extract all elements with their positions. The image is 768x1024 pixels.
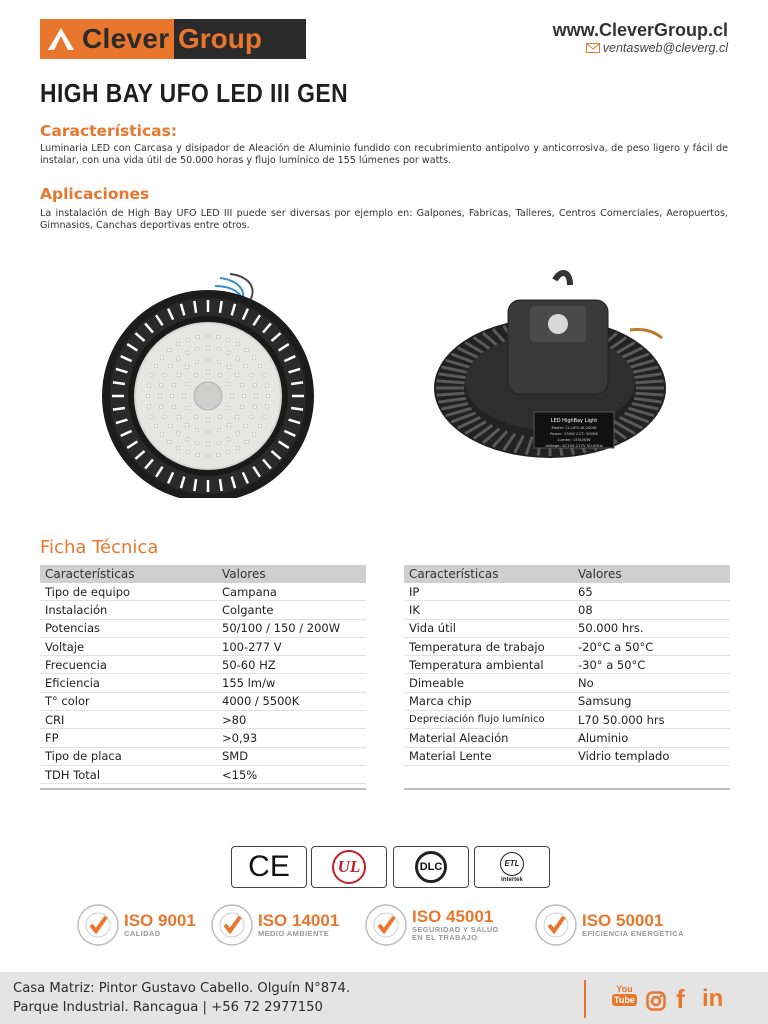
- led-chip: [228, 424, 231, 427]
- iso-50001-badge: [534, 902, 684, 948]
- etl-mark: ETL: [504, 859, 520, 868]
- led-chip: [227, 406, 230, 409]
- cell-valor: >0,93: [222, 731, 258, 746]
- led-chip: [250, 374, 253, 377]
- intertek-mark: Intertek: [501, 876, 523, 883]
- cell-caracteristica: Tipo de placa: [45, 749, 122, 764]
- iso-9001-badge: [76, 902, 196, 948]
- table-row: [404, 620, 730, 638]
- led-chip: [206, 454, 209, 457]
- email-link[interactable]: [586, 41, 728, 55]
- logo-triangle-icon: [46, 26, 76, 52]
- led-chip: [206, 442, 209, 445]
- cell-valor: Vidrio templado: [578, 749, 670, 764]
- label-line-3: Power: 150W CCT: 5000K: [550, 431, 598, 436]
- dlc-mark: DLC: [419, 861, 443, 873]
- led-chip: [245, 440, 248, 443]
- ul-mark: UL: [337, 857, 361, 876]
- table-row: [40, 620, 366, 638]
- led-chip: [253, 384, 256, 387]
- led-chip: [194, 415, 197, 418]
- led-chip: [227, 451, 230, 454]
- led-chip: [217, 453, 220, 456]
- iso-subtitle: SEGURIDAD Y SALUD: [412, 925, 499, 934]
- led-chip: [160, 433, 163, 436]
- led-chip: [176, 357, 179, 360]
- youtube-top-text: You: [616, 984, 633, 994]
- iso-45001-badge: [364, 902, 499, 948]
- led-chip: [186, 338, 189, 341]
- led-chip: [236, 373, 239, 376]
- logo-word-group: Group: [178, 23, 262, 54]
- led-chip: [177, 373, 180, 376]
- led-chip: [196, 348, 199, 351]
- label-line-1: LED HighBay Light: [550, 418, 598, 424]
- check-seal-icon: [210, 903, 254, 947]
- led-chip: [263, 415, 266, 418]
- table-row: [404, 583, 730, 601]
- led-chip: [160, 356, 163, 359]
- table-row: [404, 638, 730, 656]
- ul-logo: [311, 846, 387, 888]
- label-line-4: Lumen: 155LM/W: [557, 437, 591, 442]
- cell-caracteristica: Frecuencia: [45, 657, 107, 672]
- led-chip: [163, 374, 166, 377]
- table-row: [404, 748, 730, 766]
- youtube-icon[interactable]: [612, 984, 637, 1006]
- check-seal-icon: [534, 903, 578, 947]
- linkedin-icon[interactable]: in: [702, 985, 724, 1012]
- cell-valor: -30° a 50°C: [578, 657, 646, 672]
- cell-valor: >80: [222, 712, 247, 727]
- led-chip: [242, 394, 245, 397]
- instagram-icon[interactable]: [646, 991, 666, 1011]
- cell-valor: 155 lm/w: [222, 676, 276, 691]
- led-chip: [228, 365, 231, 368]
- heatsink-fin: [437, 393, 465, 395]
- led-chip: [218, 415, 221, 418]
- led-chip: [266, 394, 269, 397]
- vent-slot: [194, 479, 196, 491]
- header-valores: Valores: [222, 567, 266, 581]
- led-chip: [186, 438, 189, 441]
- cell-caracteristica: IP: [409, 584, 420, 599]
- table-header: [404, 565, 730, 583]
- led-chip: [146, 394, 149, 397]
- cell-caracteristica: FP: [45, 731, 59, 746]
- ce-mark: CE: [248, 850, 290, 883]
- led-chip: [252, 433, 255, 436]
- cell-caracteristica: T° color: [45, 694, 90, 709]
- table-row: [40, 638, 366, 656]
- logo-left-block: [40, 19, 174, 59]
- vent-slot: [194, 301, 196, 313]
- ce-logo: [231, 846, 307, 888]
- iso-subtitle: MEDIO AMBIENTE: [258, 929, 330, 938]
- logo-word-clever: Clever: [82, 23, 170, 54]
- led-chip: [170, 394, 173, 397]
- email-text: ventasweb@cleverg.cl: [602, 41, 728, 55]
- vent-slot: [291, 408, 303, 410]
- cell-caracteristica: Potencias: [45, 621, 100, 636]
- header-valores: Valores: [578, 567, 622, 581]
- mail-icon: [586, 43, 600, 53]
- cell-valor: 100-277 V: [222, 639, 282, 654]
- iso-number: ISO 50001: [582, 911, 664, 930]
- vent-slot: [113, 382, 125, 384]
- cell-valor: <15%: [222, 767, 258, 782]
- check-seal-icon: [76, 903, 120, 947]
- led-chip: [236, 432, 239, 435]
- led-chip: [254, 394, 257, 397]
- logo-right-block: [174, 19, 306, 59]
- led-chip: [217, 441, 220, 444]
- led-chip: [160, 405, 163, 408]
- led-chip: [169, 364, 172, 367]
- led-chip: [263, 374, 266, 377]
- led-chip: [227, 438, 230, 441]
- table-row: [40, 711, 366, 729]
- led-chip: [258, 364, 261, 367]
- led-chip: [244, 364, 247, 367]
- table-end-line: [40, 788, 366, 790]
- website-link[interactable]: www.CleverGroup.cl: [552, 20, 728, 40]
- header-caracteristicas: Características: [409, 567, 499, 581]
- cell-valor: 50-60 HZ: [222, 657, 276, 672]
- clever-group-logo: [40, 19, 306, 59]
- led-chip: [250, 415, 253, 418]
- led-chip: [245, 348, 248, 351]
- cell-caracteristica: Eficiencia: [45, 676, 100, 691]
- table-row: [404, 729, 730, 747]
- led-chip: [218, 374, 221, 377]
- cell-caracteristica: Instalación: [45, 602, 108, 617]
- led-chip: [195, 360, 198, 363]
- vent-slot: [220, 301, 222, 313]
- footer-address: [13, 979, 350, 1017]
- dlc-logo: [393, 846, 469, 888]
- led-chip: [206, 370, 209, 373]
- label-line-2: Model: CL-UFO-III-200W: [551, 425, 597, 430]
- led-chip: [265, 405, 268, 408]
- table-header: [40, 565, 366, 583]
- led-chip: [185, 365, 188, 368]
- led-chip: [258, 424, 261, 427]
- footer-address-line1: Casa Matriz: Pintor Gustavo Cabello. Olguín N°874.: [13, 981, 351, 996]
- led-chip: [158, 394, 161, 397]
- cell-valor: 08: [578, 602, 593, 617]
- table-end-line: [404, 788, 730, 790]
- cell-valor: Samsung: [578, 694, 632, 709]
- led-chip: [168, 348, 171, 351]
- led-chip: [172, 406, 175, 409]
- led-chip: [176, 342, 179, 345]
- table-row: [404, 656, 730, 674]
- cell-valor: 65: [578, 584, 593, 599]
- led-chip: [217, 348, 220, 351]
- led-chip: [182, 394, 185, 397]
- led-chip: [206, 346, 209, 349]
- led-chip: [230, 394, 233, 397]
- heatsink-fin: [636, 381, 664, 383]
- aplicaciones-heading: Aplicaciones: [40, 185, 150, 203]
- led-chip: [147, 405, 150, 408]
- youtube-bottom-text: Tube: [614, 995, 635, 1005]
- led-chip: [206, 334, 209, 337]
- table-row: [40, 674, 366, 692]
- aplicaciones-text: La instalación de High Bay UFO LED III puede ser diversas por ejemplo en: Galpones, Fabricas, Talleres, Centros Comerciales, Aeropuertos, Gimnasios, Canchas deportivas entre otros.: [40, 208, 728, 231]
- vent-slot: [220, 479, 222, 491]
- product-front-image: [100, 268, 320, 498]
- led-chip: [252, 356, 255, 359]
- led-chip: [253, 405, 256, 408]
- led-chip: [241, 383, 244, 386]
- led-chip: [186, 451, 189, 454]
- ul-circle: [332, 850, 366, 884]
- led-chip: [196, 335, 199, 338]
- label-line-5: Voltage: AC100-277V 50-60Hz: [545, 443, 603, 448]
- cell-caracteristica: Temperatura ambiental: [409, 657, 544, 672]
- led-chip: [185, 424, 188, 427]
- led-chip: [147, 384, 150, 387]
- led-chip: [168, 440, 171, 443]
- table-row: [40, 766, 366, 784]
- product-back-image: [430, 270, 670, 480]
- led-chip: [176, 446, 179, 449]
- cell-caracteristica: Material Aleación: [409, 731, 509, 746]
- cell-valor: SMD: [222, 749, 249, 764]
- cell-caracteristica: Voltaje: [45, 639, 85, 654]
- led-chip: [160, 384, 163, 387]
- led-chip: [227, 338, 230, 341]
- iso-subtitle: CALIDAD: [124, 929, 161, 938]
- led-chip: [236, 446, 239, 449]
- led-chip: [227, 351, 230, 354]
- cell-caracteristica: Marca chip: [409, 694, 472, 709]
- led-chip: [206, 418, 209, 421]
- led-chip: [236, 416, 239, 419]
- cell-valor: -20°C a 50°C: [578, 639, 654, 654]
- check-seal-icon: [364, 903, 408, 947]
- table-row: [404, 601, 730, 619]
- led-chip: [206, 430, 209, 433]
- cell-caracteristica: CRI: [45, 712, 65, 727]
- iso-14001-badge: [210, 902, 339, 948]
- cell-caracteristica: Temperatura de trabajo: [409, 639, 545, 654]
- table-row: [40, 656, 366, 674]
- cell-valor: No: [578, 676, 594, 691]
- iso-number: ISO 9001: [124, 911, 196, 930]
- cell-valor: 4000 / 5500K: [222, 694, 300, 709]
- cell-caracteristica: Vida útil: [409, 621, 456, 636]
- ficha-heading: Ficha Técnica: [40, 537, 159, 558]
- cell-valor: 50.000 hrs.: [578, 621, 644, 636]
- header-caracteristicas: Características: [45, 567, 135, 581]
- footer-address-line2: Parque Industrial. Rancagua | +56 72 2977150: [13, 1000, 323, 1015]
- table-row: [404, 693, 730, 711]
- vent-slot: [291, 382, 303, 384]
- cell-caracteristica: Tipo de equipo: [45, 584, 131, 599]
- led-chip: [194, 374, 197, 377]
- spec-table-left: [40, 565, 366, 790]
- table-row: [40, 601, 366, 619]
- led-chip: [150, 374, 153, 377]
- cell-caracteristica: Dimeable: [409, 676, 464, 691]
- cell-valor: L70 50.000 hrs: [578, 712, 665, 727]
- led-chip: [227, 382, 230, 385]
- cell-valor: 50/100 / 150 / 200W: [222, 621, 341, 636]
- heatsink-fin: [437, 381, 465, 383]
- led-chip: [236, 357, 239, 360]
- dlc-circle: [415, 851, 447, 883]
- led-chip: [218, 360, 221, 363]
- iso-subtitle-line2: EN EL TRABAJO: [412, 933, 478, 942]
- footer-divider: [584, 980, 586, 1018]
- facebook-icon[interactable]: f: [676, 984, 685, 1014]
- table-row: [40, 729, 366, 747]
- led-chip: [186, 351, 189, 354]
- cell-valor: Aluminio: [578, 731, 629, 746]
- page-title: HIGH BAY UFO LED III GEN: [40, 78, 349, 108]
- led-chip: [177, 416, 180, 419]
- led-chip: [196, 453, 199, 456]
- cell-valor: Colgante: [222, 602, 274, 617]
- led-chip: [150, 415, 153, 418]
- iso-number: ISO 14001: [258, 911, 340, 930]
- led-chip: [186, 382, 189, 385]
- led-chip: [154, 364, 157, 367]
- footer: [0, 972, 768, 1024]
- table-row: [40, 583, 366, 601]
- cell-caracteristica: Depreciación flujo lumínico: [409, 714, 545, 726]
- caracteristicas-text: Luminaria LED con Carcasa y disipador de Aleación de Aluminio fundido con recubrimiento antipolvo y anticorrosiva, de peso ligero y fácil de instalar, con una vida útil de 50.000 horas y flujo lumínico de 155 lúmenes por watts.: [40, 143, 728, 166]
- led-chip: [236, 342, 239, 345]
- cell-caracteristica: Material Lente: [409, 749, 492, 764]
- table-row: [404, 674, 730, 692]
- led-chip: [244, 424, 247, 427]
- caracteristicas-heading: Características:: [40, 122, 178, 140]
- led-chip: [172, 383, 175, 386]
- led-chip: [154, 424, 157, 427]
- led-chip: [163, 415, 166, 418]
- iso-number: ISO 45001: [412, 907, 494, 926]
- led-chip: [195, 429, 198, 432]
- cell-caracteristica: TDH Total: [45, 767, 101, 782]
- led-chip: [176, 432, 179, 435]
- led-chip: [218, 429, 221, 432]
- table-row: [40, 693, 366, 711]
- cell-valor: Campana: [222, 584, 277, 599]
- etl-circle: [500, 852, 524, 876]
- iso-subtitle: EFICIENCIA ENERGÉTICA: [582, 929, 684, 938]
- led-chip: [265, 384, 268, 387]
- cell-caracteristica: IK: [409, 602, 420, 617]
- led-chip: [169, 424, 172, 427]
- table-row: [40, 748, 366, 766]
- etl-logo: [474, 846, 550, 888]
- led-chip: [196, 441, 199, 444]
- heatsink-fin: [636, 393, 664, 395]
- led-chip: [241, 406, 244, 409]
- led-chip: [186, 406, 189, 409]
- led-chip: [217, 335, 220, 338]
- spec-table-right: [404, 565, 730, 790]
- led-chip: [206, 358, 209, 361]
- table-row: [404, 711, 730, 729]
- vent-slot: [113, 408, 125, 410]
